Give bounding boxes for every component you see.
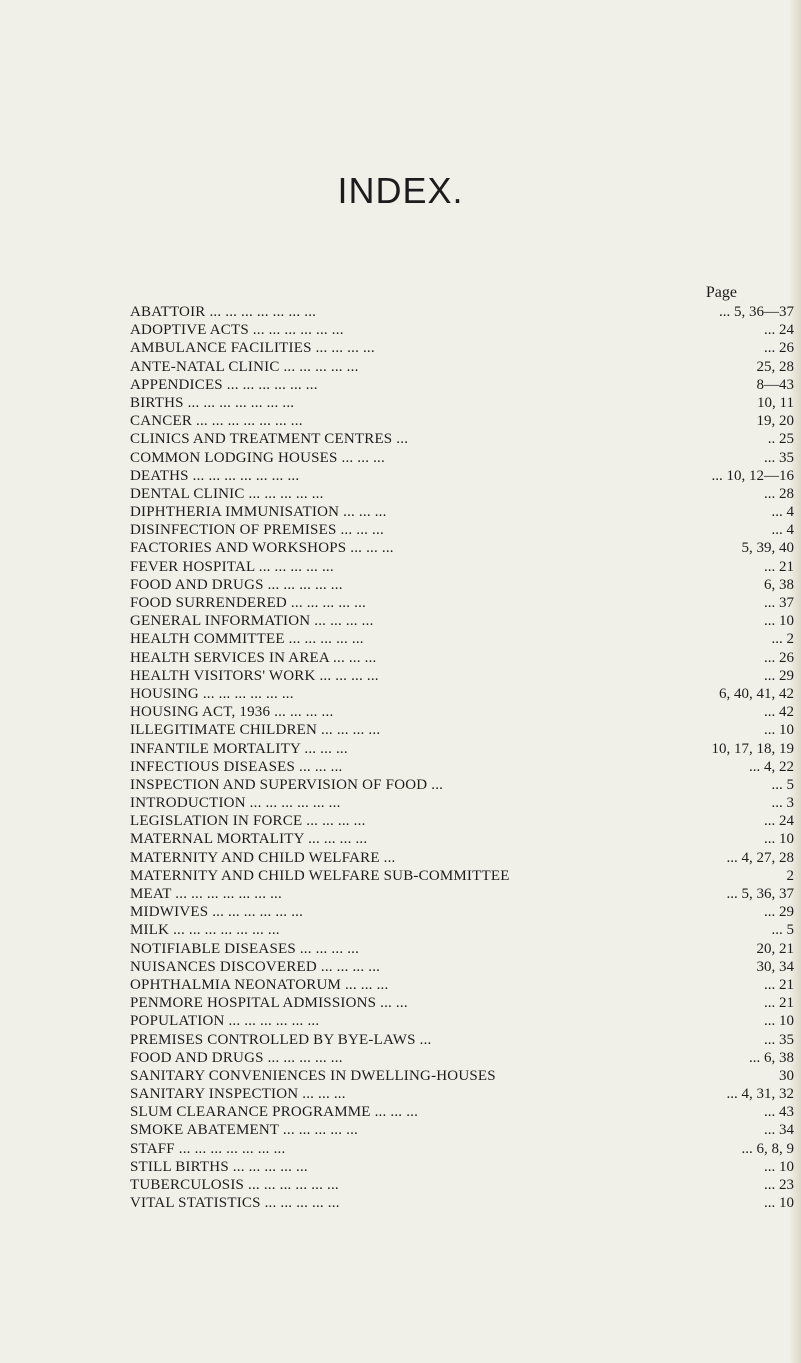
index-entry-label: NOTIFIABLE DISEASES ... ... ... ... — [130, 940, 360, 957]
index-entry-label: HOUSING ACT, 1936 ... ... ... ... — [130, 704, 334, 721]
index-entry-pages: 10, 11 — [757, 394, 794, 411]
index-entry-label: FOOD AND DRUGS ... ... ... ... ... — [130, 1049, 343, 1066]
index-entry-pages: ... 24 — [764, 813, 794, 830]
index-entry-label: ANTE-NATAL CLINIC ... ... ... ... ... — [130, 358, 359, 375]
index-entry-label: FOOD AND DRUGS ... ... ... ... ... — [130, 576, 343, 593]
index-entry-pages: ... 10 — [764, 831, 794, 848]
index-entry — [130, 394, 794, 412]
index-entry-pages: ... 2 — [771, 631, 794, 648]
index-entry — [130, 830, 794, 848]
index-entry-pages: 10, 17, 18, 19 — [711, 740, 794, 757]
index-entry-label: MIDWIVES ... ... ... ... ... ... — [130, 904, 304, 921]
index-entry-pages: ... 6, 38 — [749, 1049, 794, 1066]
index-entry — [130, 339, 794, 357]
index-entry-label: ADOPTIVE ACTS ... ... ... ... ... ... — [130, 322, 344, 339]
index-entry — [130, 485, 794, 503]
index-entry-label: LEGISLATION IN FORCE ... ... ... ... — [130, 813, 366, 830]
index-entry — [130, 303, 794, 321]
index-entry-label: OPHTHALMIA NEONATORUM ... ... ... — [130, 976, 389, 993]
index-entry — [130, 903, 794, 921]
index-entry-pages: ... 4, 31, 32 — [726, 1086, 794, 1103]
index-entry-pages: 19, 20 — [756, 413, 794, 430]
index-entry-pages: 6, 38 — [764, 576, 794, 593]
index-entry-label: PREMISES CONTROLLED BY BYE-LAWS ... — [130, 1031, 432, 1048]
index-entry-pages: .. 25 — [767, 431, 794, 448]
index-entry-pages: ... 42 — [764, 704, 794, 721]
index-entry-pages: ... 10 — [764, 722, 794, 739]
index-entry-label: TUBERCULOSIS ... ... ... ... ... ... — [130, 1177, 339, 1193]
index-entry-label: MATERNITY AND CHILD WELFARE ... — [130, 849, 396, 866]
index-entry-label: CANCER ... ... ... ... ... ... ... — [130, 413, 303, 430]
index-entry-pages: ... 23 — [764, 1177, 794, 1193]
index-entry-label: DENTAL CLINIC ... ... ... ... ... — [130, 485, 324, 502]
index-entry-pages: ... 21 — [764, 995, 794, 1012]
index-entry-label: VITAL STATISTICS ... ... ... ... ... — [130, 1195, 340, 1212]
index-entry — [130, 558, 794, 576]
index-entry — [130, 667, 794, 685]
index-entry — [130, 940, 794, 958]
index-entry — [130, 321, 794, 339]
index-entry — [130, 740, 794, 758]
index-entry-pages: ... 10 — [764, 1013, 794, 1030]
index-entry-pages: ... 37 — [764, 595, 794, 611]
index-entry-label: HEALTH SERVICES IN AREA ... ... ... — [130, 649, 377, 666]
index-entry-label: STAFF ... ... ... ... ... ... ... — [130, 1140, 286, 1157]
index-entry — [130, 649, 794, 667]
index-entry-pages: ... 35 — [764, 449, 794, 466]
index-entry — [130, 594, 794, 612]
index-entry-pages: ... 10 — [764, 1195, 794, 1212]
index-entry-pages: ... 26 — [764, 340, 794, 357]
index-entry-label: DISINFECTION OF PREMISES ... ... ... — [130, 522, 384, 539]
index-entry-label: INTRODUCTION ... ... ... ... ... ... — [130, 795, 341, 812]
index-entry-pages: ... 34 — [764, 1122, 794, 1139]
index-entry-pages: ... 21 — [764, 976, 794, 993]
index-entry-label: MATERNAL MORTALITY ... ... ... ... — [130, 831, 368, 848]
index-entry-label: ABATTOIR ... ... ... ... ... ... ... — [130, 304, 317, 320]
index-entry-pages: 30 — [779, 1067, 794, 1084]
index-entry — [130, 412, 794, 430]
index-entry — [130, 849, 794, 867]
index-entry — [130, 376, 794, 394]
index-entry — [130, 1049, 794, 1067]
index-entry-label: FOOD SURRENDERED ... ... ... ... ... — [130, 595, 366, 611]
index-entry-pages: 30, 34 — [756, 958, 794, 975]
index-entry-label: AMBULANCE FACILITIES ... ... ... ... — [130, 340, 375, 357]
index-entry-label: SANITARY CONVENIENCES IN DWELLING-HOUSES — [130, 1067, 496, 1084]
index-entry-label: INFECTIOUS DISEASES ... ... ... — [130, 758, 343, 775]
index-entry-pages: ... 24 — [764, 322, 794, 339]
index-entry-pages: ... 5, 36, 37 — [726, 886, 794, 902]
index-entry — [130, 685, 794, 703]
index-entry-pages: ... 4 — [771, 522, 794, 539]
index-entry-pages: ... 35 — [764, 1031, 794, 1048]
index-entry — [130, 1121, 794, 1139]
index-entry-label: INFANTILE MORTALITY ... ... ... — [130, 740, 348, 757]
index-entry — [130, 358, 794, 376]
index-entry — [130, 1140, 794, 1158]
index-entry-label: POPULATION ... ... ... ... ... ... — [130, 1013, 320, 1030]
index-entry-label: SANITARY INSPECTION ... ... ... — [130, 1086, 346, 1103]
index-entry-pages: ... 6, 8, 9 — [741, 1140, 794, 1157]
index-entry-pages: ... 4, 27, 28 — [726, 849, 794, 866]
index-entry — [130, 1085, 794, 1103]
index-entry-label: FACTORIES AND WORKSHOPS ... ... ... — [130, 540, 394, 557]
index-entry — [130, 794, 794, 812]
index-entry-pages: ... 43 — [764, 1104, 794, 1121]
page-column-heading: Page — [705, 284, 737, 301]
index-entry-pages: ... 29 — [764, 904, 794, 921]
index-entry-label: FEVER HOSPITAL ... ... ... ... ... — [130, 558, 334, 575]
index-entry-label: HEALTH COMMITTEE ... ... ... ... ... — [130, 631, 364, 648]
index-entry-label: HEALTH VISITORS' WORK ... ... ... ... — [130, 667, 379, 684]
index-entry-pages: ... 3 — [771, 795, 794, 812]
index-entry-pages: 8—43 — [756, 376, 794, 393]
index-entry-label: INSPECTION AND SUPERVISION OF FOOD ... — [130, 776, 444, 793]
index-entry — [130, 758, 794, 776]
index-entry — [130, 449, 794, 467]
index-entry-pages: 5, 39, 40 — [741, 540, 794, 557]
index-entry-pages: ... 28 — [764, 485, 794, 502]
index-entry — [130, 630, 794, 648]
index-entry — [130, 958, 794, 976]
index-entry-pages: 6, 40, 41, 42 — [719, 685, 794, 702]
index-entry — [130, 467, 794, 485]
index-entry — [130, 1176, 794, 1194]
index-entry — [130, 885, 794, 903]
index-entry — [130, 430, 794, 448]
index-entry-pages: ... 26 — [764, 649, 794, 666]
index-entry — [130, 976, 794, 994]
index-entry-label: HOUSING ... ... ... ... ... ... — [130, 685, 294, 702]
index-entry — [130, 921, 794, 939]
index-entry-pages: 2 — [786, 867, 794, 884]
index-entry-label: DIPHTHERIA IMMUNISATION ... ... ... — [130, 504, 387, 521]
index-entry-label: ILLEGITIMATE CHILDREN ... ... ... ... — [130, 722, 381, 739]
index-entry — [130, 503, 794, 521]
index-entry — [130, 994, 794, 1012]
index-entry-label: APPENDICES ... ... ... ... ... ... — [130, 376, 318, 393]
index-entry-pages: ... 5, 36—37 — [719, 304, 794, 320]
index-entry-pages: ... 10, 12—16 — [711, 467, 794, 484]
index-list — [130, 303, 794, 1212]
index-entry-pages: ... 21 — [764, 558, 794, 575]
index-entry — [130, 1012, 794, 1030]
index-entry-pages: ... 4, 22 — [749, 758, 794, 775]
index-entry — [130, 521, 794, 539]
index-entry-label: STILL BIRTHS ... ... ... ... ... — [130, 1158, 308, 1175]
index-entry-pages: ... 10 — [764, 1158, 794, 1175]
index-entry-label: SMOKE ABATEMENT ... ... ... ... ... — [130, 1122, 358, 1139]
index-entry-pages: ... 4 — [771, 504, 794, 521]
index-entry — [130, 721, 794, 739]
index-entry — [130, 703, 794, 721]
index-entry — [130, 1194, 794, 1212]
index-entry — [130, 1031, 794, 1049]
index-entry — [130, 539, 794, 557]
page-title: INDEX. — [337, 170, 464, 211]
index-entry-label: SLUM CLEARANCE PROGRAMME ... ... ... — [130, 1104, 419, 1121]
index-entry-pages: 20, 21 — [756, 940, 794, 957]
index-entry-label: BIRTHS ... ... ... ... ... ... ... — [130, 394, 295, 411]
index-entry — [130, 576, 794, 594]
index-entry-pages: ... 5 — [771, 776, 794, 793]
index-entry — [130, 867, 794, 885]
index-entry-label: COMMON LODGING HOUSES ... ... ... — [130, 449, 385, 466]
index-entry-label: GENERAL INFORMATION ... ... ... ... — [130, 613, 374, 630]
index-entry-label: PENMORE HOSPITAL ADMISSIONS ... ... — [130, 995, 408, 1012]
index-entry-pages: 25, 28 — [756, 358, 794, 375]
index-entry-label: MILK ... ... ... ... ... ... ... — [130, 922, 280, 939]
index-entry-label: DEATHS ... ... ... ... ... ... ... — [130, 467, 300, 484]
index-entry — [130, 612, 794, 630]
index-entry-label: MEAT ... ... ... ... ... ... ... — [130, 886, 282, 902]
index-entry — [130, 1067, 794, 1085]
index-entry-pages: ... 5 — [771, 922, 794, 939]
index-entry — [130, 776, 794, 794]
index-entry — [130, 812, 794, 830]
index-entry-label: CLINICS AND TREATMENT CENTRES ... — [130, 431, 409, 448]
index-entry — [130, 1103, 794, 1121]
index-entry-label: MATERNITY AND CHILD WELFARE SUB-COMMITTEE — [130, 867, 510, 884]
index-entry — [130, 1158, 794, 1176]
index-entry-pages: ... 29 — [764, 667, 794, 684]
index-entry-label: NUISANCES DISCOVERED ... ... ... ... — [130, 958, 381, 975]
index-entry-pages: ... 10 — [764, 613, 794, 630]
